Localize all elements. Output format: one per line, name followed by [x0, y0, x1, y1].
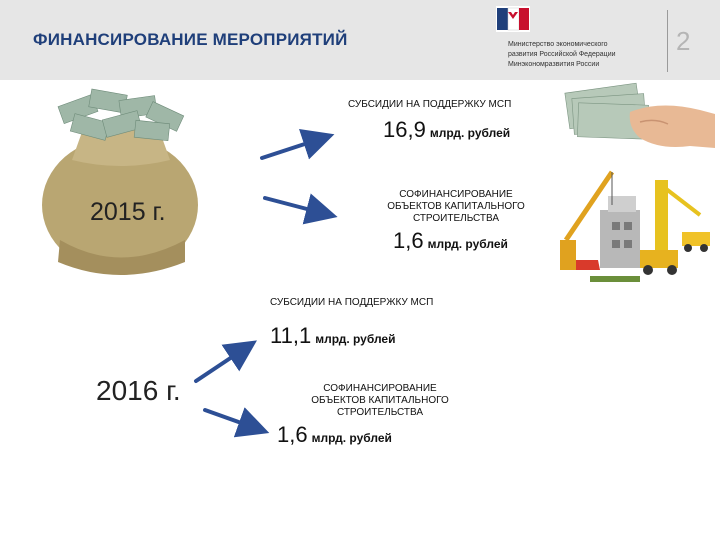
construction-site-icon: [560, 172, 710, 282]
label-line: ОБЪЕКТОВ КАПИТАЛЬНОГО: [311, 395, 449, 406]
label-line: СТРОИТЕЛЬСТВА: [336, 407, 424, 418]
arrow-2016-subsidy: [196, 347, 247, 381]
subsidy-label-2016: СУБСИДИИ НА ПОДДЕРЖКУ МСП: [270, 297, 434, 308]
amount-value: 1,6: [393, 228, 424, 253]
amount-unit: млрд. рублей: [427, 237, 508, 251]
amount-value: 1,6: [277, 422, 308, 447]
ministry-line: развития Российской Федерации: [508, 51, 616, 58]
arrow-2015-subsidy: [262, 138, 323, 158]
amount-unit: млрд. рублей: [315, 332, 396, 346]
label-line: СОФИНАНСИРОВАНИЕ: [399, 189, 513, 200]
amount-unit: млрд. рублей: [311, 431, 392, 445]
cofinancing-amount-2016: [277, 422, 392, 448]
money-bag-icon: [42, 89, 198, 275]
amount-unit: млрд. рублей: [429, 126, 511, 140]
year-2015-label: 2015 г.: [90, 198, 166, 226]
cofinancing-label-2015: [358, 189, 554, 225]
cash-in-hand-icon: [565, 83, 715, 148]
amount-value: 11,1: [270, 323, 312, 348]
year-2016-label: 2016 г.: [96, 375, 181, 406]
arrow-2015-cofinancing: [265, 198, 326, 214]
subsidy-amount-2015: [383, 117, 510, 143]
ministry-line: Министерство экономического: [508, 41, 608, 48]
ministry-line: Минэкономразвития России: [508, 61, 600, 68]
page-number: 2: [676, 26, 691, 56]
arrow-2016-cofinancing: [205, 410, 258, 429]
subsidy-amount-2016: [270, 323, 395, 349]
amount-value: 16,9: [383, 117, 426, 142]
label-line: ОБЪЕКТОВ КАПИТАЛЬНОГО: [387, 201, 525, 212]
label-line: СОФИНАНСИРОВАНИЕ: [323, 383, 437, 394]
cofinancing-label-2016: [282, 383, 478, 419]
subsidy-label-2015: СУБСИДИИ НА ПОДДЕРЖКУ МСП: [348, 99, 512, 110]
page-title: ФИНАНСИРОВАНИЕ МЕРОПРИЯТИЙ: [33, 30, 348, 49]
label-line: СТРОИТЕЛЬСТВА: [412, 213, 500, 224]
cofinancing-amount-2015: [393, 228, 508, 254]
